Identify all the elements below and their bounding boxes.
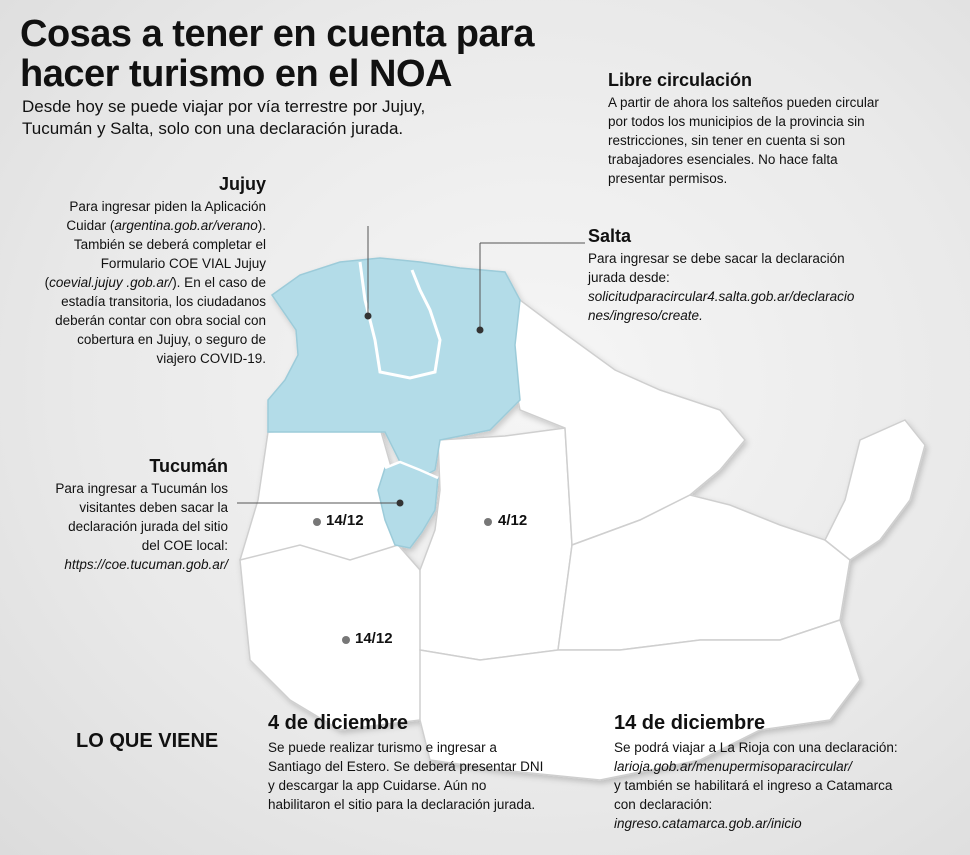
salta-url[interactable]: solicitudparacircular4.salta.gob.ar/declaracio [588, 289, 855, 304]
tucuman-marker [397, 500, 404, 507]
jujuy-line: viajero COVID-19. [156, 351, 266, 366]
dic14-line: con declaración: [614, 797, 713, 812]
lo-que-viene-heading: LO QUE VIENE [76, 730, 219, 752]
libre-body [608, 93, 948, 188]
salta-line: Para ingresar se debe sacar la declaración [588, 251, 845, 266]
map-label-east: 4/12 [498, 512, 528, 529]
dic4-heading: 4 de diciembre [268, 712, 409, 734]
west-dot [313, 518, 321, 526]
dic14-url-larioja[interactable]: larioja.gob.ar/menupermisoparacircular/ [614, 759, 852, 774]
map-label-west: 14/12 [326, 512, 364, 529]
salta-block [588, 226, 928, 325]
santiago-region [420, 428, 572, 660]
jujuy-line: cobertura en Jujuy, o seguro de [77, 332, 266, 347]
libre-line: A partir de ahora los salteños pueden circular [608, 95, 879, 110]
subtitle-line-2: Tucumán y Salta, solo con una declaración jurada. [22, 119, 404, 138]
map-label-south: 14/12 [355, 630, 393, 647]
text: ). [257, 218, 266, 233]
dic14-line: Se podrá viajar a La Rioja con una declaración: [614, 740, 898, 755]
libre-circulacion-block [608, 70, 948, 188]
jujuy-body [10, 197, 266, 368]
text: ). En el caso de [172, 275, 266, 290]
tucuman-block [10, 456, 228, 574]
dic4-line: Se puede realizar turismo e ingresar a [268, 740, 497, 755]
jujuy-marker [365, 313, 372, 320]
dic14-line: y también se habilitará el ingreso a Catamarca [614, 778, 893, 793]
libre-line: presentar permisos. [608, 171, 728, 186]
jujuy-line: También se deberá completar el [73, 237, 266, 252]
jujuy-heading: Jujuy [218, 174, 266, 194]
subtitle [22, 96, 542, 140]
tucuman-line: del COE local: [141, 538, 228, 553]
dic14-body [614, 738, 959, 833]
dic14-heading: 14 de diciembre [614, 712, 766, 734]
subtitle-line-1: Desde hoy se puede viajar por vía terrestre por Jujuy, [22, 97, 426, 116]
text: Cuidar ( [66, 218, 115, 233]
tucuman-line: visitantes deben sacar la [79, 500, 228, 515]
south-dot [342, 636, 350, 644]
libre-heading: Libre circulación [608, 70, 753, 90]
dic14-url-catamarca[interactable]: ingreso.catamarca.gob.ar/inicio [614, 816, 802, 831]
dic4-body [268, 738, 598, 814]
jujuy-line: Para ingresar piden la Aplicación [69, 199, 266, 214]
tucuman-line: declaración jurada del sitio [68, 519, 228, 534]
misiones-region [825, 420, 925, 560]
jujuy-line: deberán contar con obra social con [55, 313, 266, 328]
libre-line: trabajadores esenciales. No hace falta [608, 152, 838, 167]
text: ( [44, 275, 50, 290]
dic14-block [614, 712, 959, 833]
salta-line: jurada desde: [588, 270, 670, 285]
dic4-line: y descargar la app Cuidarse. Aún no [268, 778, 487, 793]
libre-line: por todos los municipios de la provincia sin [608, 114, 865, 129]
jujuy-line: Formulario COE VIAL Jujuy [100, 256, 266, 271]
east-dot [484, 518, 492, 526]
tucuman-line: Para ingresar a Tucumán los [55, 481, 228, 496]
jujuy-block [10, 174, 266, 368]
jujuy-line: estadía transitoria, los ciudadanos [61, 294, 266, 309]
title-line-2: hacer turismo en el NOA [20, 53, 452, 95]
dic4-block [268, 712, 598, 814]
tucuman-heading: Tucumán [149, 456, 228, 476]
jujuy-line [10, 216, 266, 235]
page-title [20, 14, 534, 94]
libre-line: restricciones, sin tener en cuenta si son [608, 133, 846, 148]
jujuy-line [10, 273, 266, 292]
tucuman-body [10, 479, 228, 574]
la-rioja-region [240, 545, 425, 730]
title-line-1: Cosas a tener en cuenta para [20, 13, 534, 55]
dic4-line: Santiago del Estero. Se deberá presentar DNI [268, 759, 544, 774]
jujuy-url-coevial[interactable]: coevial.jujuy .gob.ar/ [49, 275, 173, 290]
dic4-line: habilitaron el sitio para la declaración jurada. [268, 797, 536, 812]
jujuy-url-cuidar[interactable]: argentina.gob.ar/verano [114, 218, 258, 233]
salta-url-cont[interactable]: nes/ingreso/create. [588, 308, 703, 323]
salta-marker [477, 327, 484, 334]
salta-body [588, 249, 928, 325]
salta-heading: Salta [588, 226, 632, 246]
tucuman-url[interactable]: https://coe.tucuman.gob.ar/ [64, 557, 228, 572]
